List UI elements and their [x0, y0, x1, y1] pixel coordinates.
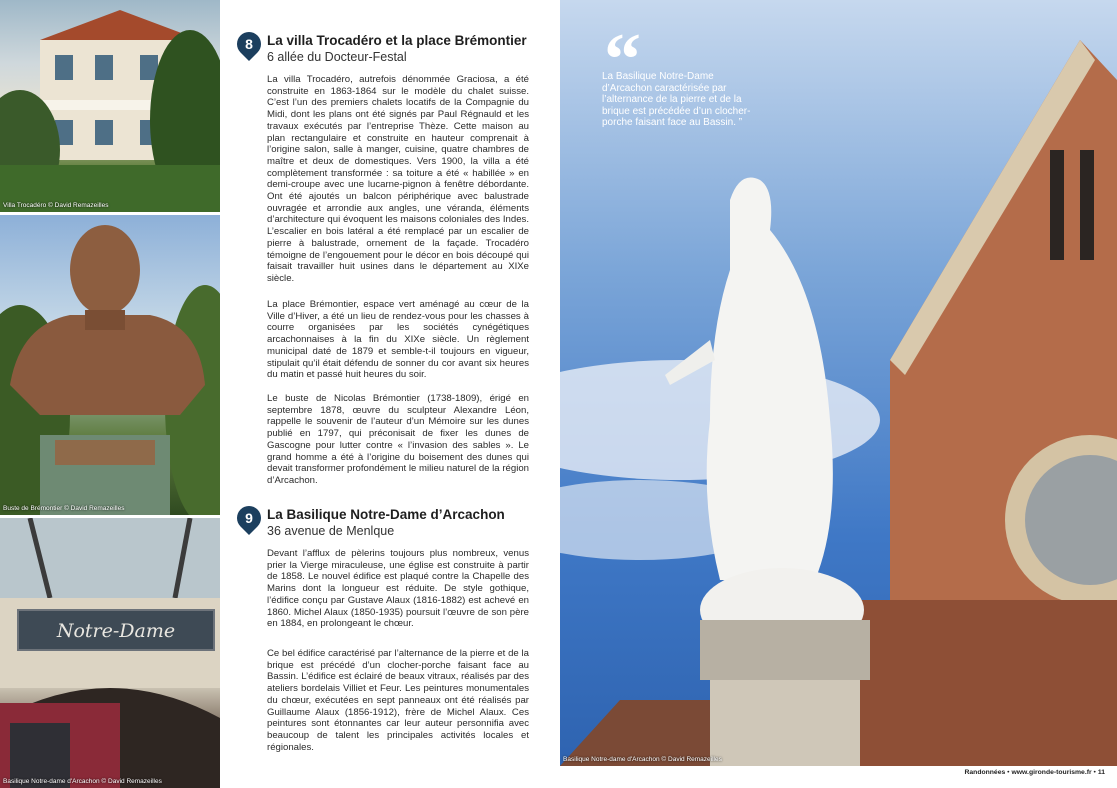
photo-caption: Basilique Notre-dame d'Arcachon © David Remazeilles	[3, 778, 162, 785]
sign-illustration	[0, 518, 220, 788]
section-number: 8	[245, 36, 253, 52]
villa-illustration	[0, 0, 220, 212]
section-title: La villa Trocadéro et la place Brémontier	[267, 33, 527, 48]
paragraph: Ce bel édifice caractérisé par l’alternance de la pierre et de la brique est précédé d’un clocher-porche faisant face au Bassin. L’édifice est éclairé de beaux vitraux, réalisés par des ateliers bordelais Villiet et Feur. Les peintures monumentales du chœur, exécutées en sept panneaux ont été réalisés par Guillaume Alaux (1856-1912), frère de Michel Alaux. Ces peintures sont étonnantes car leur auteur personnifia avec beaucoup de talent les principales activités locales et régionales.	[267, 648, 529, 753]
section-address: 36 avenue de Menlque	[267, 524, 395, 538]
section-address: 6 allée du Docteur-Festal	[267, 50, 407, 64]
paragraph: Le buste de Nicolas Brémontier (1738-1809), érigé en septembre 1878, œuvre du sculpteur Alexandre Léon, rappelle le souvenir de l’auteur d’un Mémoire sur les dunes publié en 1797, qui préconisait de fixer les dunes de Gascogne pour lutter contre « l’invasion des sables ». Le grand homme a été à l’origine du boisement des dunes qui devait transformer profondément le milieu naturel de la région d’Arcachon.	[267, 393, 529, 486]
footer-separator: •	[1093, 769, 1096, 776]
page-number: 11	[1097, 769, 1105, 776]
quote-mark: “	[604, 19, 635, 101]
bremontier-bust-photo	[0, 215, 220, 515]
photo-caption: Basilique Notre-dame d'Arcachon © David Remazeilles	[563, 756, 722, 763]
footer-label: Randonnées	[964, 769, 1006, 776]
page-footer	[964, 769, 1105, 776]
photo-caption: Villa Trocadéro © David Remazeilles	[3, 202, 109, 209]
section-title: La Basilique Notre-Dame d’Arcachon	[267, 507, 505, 522]
section-number-badge	[232, 501, 266, 535]
photo-caption: Buste de Brémontier © David Remazeilles	[3, 505, 125, 512]
paragraph: Devant l’afflux de pèlerins toujours plus nombreux, venus prier la Vierge miraculeuse, une église est construite à partir de 1858. Le nouvel édifice est plaqué contre la Chapelle des Marins dont la longueur est réduite. De style gothique, l’édifice conçu par Gustave Alaux (1816-1882) est achevé en 1860. Michel Alaux (1850-1935) poursuit l’œuvre de son père en 1884, en prolongeant le chœur.	[267, 548, 529, 630]
notre-dame-sign-photo	[0, 518, 220, 788]
notre-dame-sign-text: Notre-Dame	[56, 620, 176, 642]
footer-site: www.gironde-tourisme.fr	[1011, 769, 1092, 776]
paragraph: La villa Trocadéro, autrefois dénommée Graciosa, a été construite en 1863-1864 sur le modèle du chalet suisse. C’est l’un des premiers chalets locatifs de la Compagnie du Midi, dont les plans ont été signés par Paul Régnauld et les travaux exécutés par l’entreprise Thèze. Cette maison au plan rectangulaire et construite en hauteur comprenait à l’origine salon, salle à manger, cuisine, quatre chambres de maître et deux de domestiques. Vers 1900, la villa a été complètement transformée : sa toiture a été « habillée » en demi-croupe avec une lucarne-pignon à fenêtre débordante. Ont été ajoutés un balcon périphérique avec balustrade ouvragée et arrondie aux angles, une véranda, éléments d’architecture qui évoquent les maisons coloniales des Indes. L’escalier en bois latéral a été remplacé par un escalier de pierre à balustrade, ornement de la façade. Trocadéro témoigne de l’engouement pour le décor en bois découpé qui faisait travailler huit usines dans le département au XIXe siècle.	[267, 74, 529, 284]
pull-quote: La Basilique Notre-Dame d’Arcachon caractérisée par l’alternance de la pierre et de la brique est précédée d’un clocher-porche faisant face au Bassin. ”	[602, 71, 751, 129]
bust-illustration	[0, 215, 220, 515]
section-number-badge	[232, 27, 266, 61]
section-number: 9	[245, 510, 253, 526]
footer-separator: •	[1007, 769, 1010, 776]
paragraph: La place Brémontier, espace vert aménagé au cœur de la Ville d’Hiver, a été un lieu de rendez-vous pour les chasses à courre organisées par les sociétés cynégétiques arcachonnaises à la fin du XIXe siècle. Un règlement municipal daté de 1879 et semble-t-il toujours en vigueur, stipulait qu’il était défendu de sonner du cor avant six heures du matin et passé huit heures du soir.	[267, 299, 529, 381]
villa-trocadero-photo	[0, 0, 220, 212]
